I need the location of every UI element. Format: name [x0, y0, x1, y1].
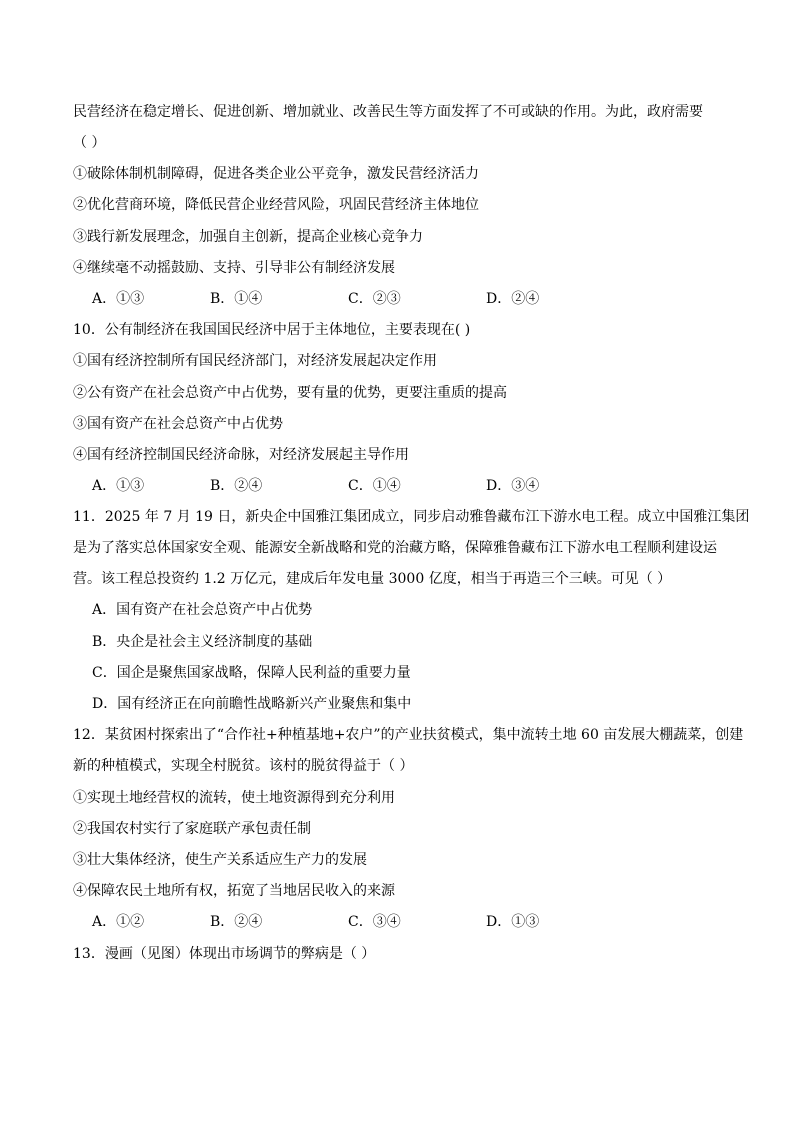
q9-option-a: A．①③	[92, 291, 145, 307]
q12-option-a: A．①②	[92, 914, 145, 930]
q9-option-b: B．①④	[210, 291, 263, 307]
q10-option-c: C．①④	[348, 478, 401, 494]
q12-stem-line1: 12．某贫困村探索出了“合作社+种植基地+农户”的产业扶贫模式，集中流转土地 60 亩发展大棚蔬菜，创建	[73, 727, 744, 743]
q11-option-d: D．国有经济正在向前瞻性战略新兴产业聚焦和集中	[92, 696, 412, 712]
q9-option-c: C．②③	[348, 291, 401, 307]
q9-options	[92, 289, 692, 309]
q12-options	[92, 912, 692, 932]
q11-option-c: C．国企是聚焦国家战略，保障人民利益的重要力量	[92, 665, 411, 681]
q9-stem-line2: （ ）	[73, 135, 106, 151]
q12-item-4: ④保障农民土地所有权，拓宽了当地居民收入的来源	[73, 883, 395, 899]
q9-stem-line1: 民营经济在稳定增长、促进创新、增加就业、改善民生等方面发挥了不可或缺的作用。为此，政府需要	[73, 104, 703, 120]
q10-option-a: A．①③	[92, 478, 145, 494]
q12-option-d: D．①③	[486, 914, 540, 930]
q11-option-a: A．国有资产在社会总资产中占优势	[92, 602, 313, 618]
q11-stem-line2: 是为了落实总体国家安全观、能源安全新战略和党的治藏方略，保障雅鲁藏布江下游水电工程顺利建设运	[73, 540, 717, 556]
q12-stem-line2: 新的种植模式，实现全村脱贫。该村的脱贫得益于（ ）	[73, 758, 414, 774]
q11-option-b: B．央企是社会主义经济制度的基础	[92, 634, 313, 650]
q12-option-c: C．③④	[348, 914, 401, 930]
q13-stem: 13．漫画（见图）体现出市场调节的弊病是（ ）	[73, 946, 376, 962]
q11-stem-line3: 营。该工程总投资约 1.2 万亿元，建成后年发电量 3000 亿度，相当于再造三个三峡。可见（ ）	[73, 571, 672, 587]
q9-option-d: D．②④	[486, 291, 540, 307]
q12-item-2: ②我国农村实行了家庭联产承包责任制	[73, 821, 311, 837]
q11-stem-line1: 11．2025 年 7 月 19 日，新央企中国雅江集团成立，同步启动雅鲁藏布江下游水电工程。成立中国雅江集团	[73, 509, 750, 525]
q9-item-2: ②优化营商环境，降低民营企业经营风险，巩固民营经济主体地位	[73, 197, 479, 213]
q10-item-2: ②公有资产在社会总资产中占优势，要有量的优势，更要注重质的提高	[73, 385, 507, 401]
q10-item-1: ①国有经济控制所有国民经济部门，对经济发展起决定作用	[73, 353, 437, 369]
q9-item-1: ①破除体制机制障碍，促进各类企业公平竞争，激发民营经济活力	[73, 166, 479, 182]
q9-item-3: ③践行新发展理念，加强自主创新，提高企业核心竞争力	[73, 229, 423, 245]
q10-item-4: ④国有经济控制国民经济命脉，对经济发展起主导作用	[73, 447, 409, 463]
q10-option-b: B．②④	[210, 478, 263, 494]
q10-stem: 10．公有制经济在我国国民经济中居于主体地位，主要表现在( )	[73, 322, 471, 338]
q12-item-1: ①实现土地经营权的流转，使土地资源得到充分利用	[73, 790, 395, 806]
q9-item-4: ④继续毫不动摇鼓励、支持、引导非公有制经济发展	[73, 260, 395, 276]
q12-item-3: ③壮大集体经济，使生产关系适应生产力的发展	[73, 852, 367, 868]
q10-item-3: ③国有资产在社会总资产中占优势	[73, 416, 283, 432]
q10-options	[92, 476, 692, 496]
q12-option-b: B．②④	[210, 914, 263, 930]
q10-option-d: D．③④	[486, 478, 540, 494]
